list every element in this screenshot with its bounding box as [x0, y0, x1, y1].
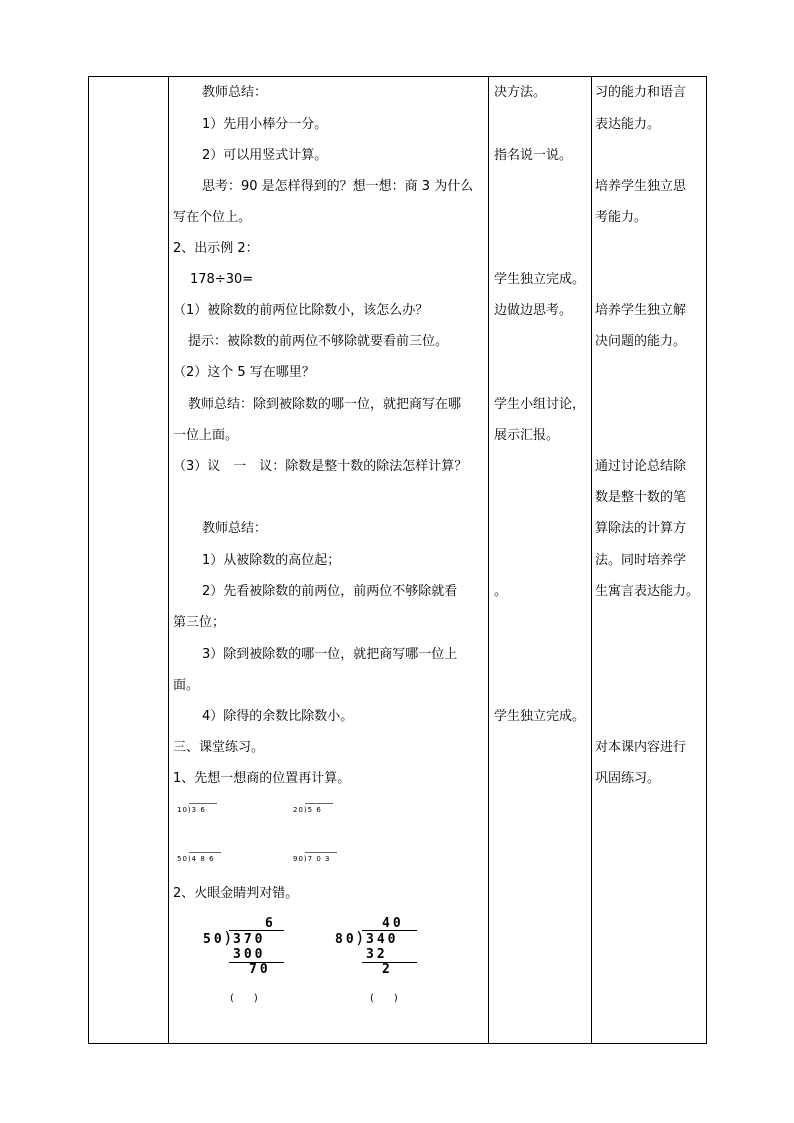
- division-divisor: 90: [293, 855, 304, 863]
- division-divisor: 20: [293, 806, 304, 814]
- question-2: （2）这个 5 写在哪里？: [173, 365, 315, 380]
- division-bar: [189, 852, 221, 853]
- division-bracket: ): [303, 806, 308, 814]
- column-divider-2: [488, 77, 489, 1043]
- exercise-1-heading: 1、先想一想商的位置再计算。: [173, 771, 351, 786]
- design-intent-5-line-1: 对本课内容进行: [595, 740, 687, 755]
- example-2-equation: 178÷30=: [190, 272, 254, 287]
- division-bracket: ): [187, 855, 192, 863]
- long-division-2-top-bar: [362, 930, 417, 931]
- student-activity-5-line-2: 展示汇报。: [494, 428, 560, 443]
- division-bar: [305, 852, 337, 853]
- division-divisor: 10: [177, 806, 188, 814]
- division-bar: [305, 803, 333, 804]
- student-activity-5-line-1: 学生小组讨论，: [494, 397, 586, 412]
- design-intent-3-line-1: 培养学生独立解: [595, 303, 687, 318]
- rule-step-2-line-1: 2）先看被除数的前两位，前两位不够除就看: [202, 584, 458, 599]
- design-intent-3-line-2: 决问题的能力。: [595, 334, 687, 349]
- summary-point-2: 2）可以用竖式计算。: [202, 148, 328, 163]
- division-bracket: ): [303, 855, 308, 863]
- long-division-1-divisor: 50: [203, 932, 225, 947]
- question-3: （3）议 一 议：除数是整十数的除法怎样计算？: [173, 459, 468, 474]
- think-question-line-2: 写在个位上。: [173, 210, 252, 225]
- design-intent-4-line-2: 数是整十数的笔: [595, 490, 687, 505]
- long-division-1-remainder: 70: [249, 962, 271, 977]
- column-divider-3: [591, 77, 592, 1043]
- division-problem-3: [177, 855, 214, 863]
- rule-step-1: 1）从被除数的高位起；: [202, 553, 341, 568]
- think-question-line-1: 思考：90 是怎样得到的？想一想：商 3 为什么: [202, 179, 474, 194]
- long-division-1-judge[interactable]: ( ): [230, 993, 258, 1004]
- section-3-heading: 三、课堂练习。: [173, 740, 265, 755]
- rule-step-2-line-2: 第三位；: [173, 615, 226, 630]
- design-intent-5-line-2: 巩固练习。: [595, 771, 661, 786]
- teacher-summary-2-line-2: 一位上面。: [173, 428, 239, 443]
- example-2-heading: 2、出示例 2：: [173, 241, 259, 256]
- summary-point-1: 1）先用小棒分一分。: [202, 117, 328, 132]
- division-dividend: 7 0 3: [307, 855, 331, 863]
- long-division-2-dividend: 340: [366, 932, 399, 947]
- design-intent-4-line-5: 生寓言表达能力。: [595, 584, 700, 599]
- long-division-1-dividend: 370: [233, 932, 266, 947]
- teacher-summary-3-heading: 教师总结：: [202, 521, 268, 536]
- hint-text: 提示：被除数的前两位不够除就要看前三位。: [188, 334, 449, 349]
- division-bar: [189, 803, 217, 804]
- column-divider-1: [168, 77, 169, 1043]
- rule-step-3-line-2: 面。: [173, 678, 200, 693]
- division-bracket: ): [187, 806, 192, 814]
- long-division-1-product: 300: [233, 947, 266, 962]
- rule-step-4: 4）除得的余数比除数小。: [202, 709, 354, 724]
- design-intent-4-line-1: 通过讨论总结除: [595, 459, 687, 474]
- long-division-1-quotient: 6: [265, 916, 276, 931]
- design-intent-4-line-4: 法。同时培养学: [595, 553, 687, 568]
- long-division-2-quotient: 40: [382, 916, 404, 931]
- division-dividend: 3 6: [191, 806, 206, 814]
- long-division-1-top-bar: [229, 930, 284, 931]
- student-activity-7: 学生独立完成。: [494, 709, 586, 724]
- long-division-2-judge[interactable]: ( ): [370, 993, 398, 1004]
- rule-step-3-line-1: 3）除到被除数的哪一位，就把商写哪一位上: [202, 647, 458, 662]
- long-division-2-bracket: ): [355, 928, 368, 947]
- design-intent-4-line-3: 算除法的计算方: [595, 521, 687, 536]
- question-1: （1）被除数的前两位比除数小，该怎么办？: [173, 303, 429, 318]
- design-intent-1-line-2: 表达能力。: [595, 117, 661, 132]
- student-activity-2: 指名说一说。: [494, 148, 573, 163]
- division-divisor: 50: [177, 855, 188, 863]
- design-intent-2-line-1: 培养学生独立思: [595, 179, 687, 194]
- division-problem-4: [293, 855, 330, 863]
- division-dividend: 5 6: [307, 806, 322, 814]
- division-problem-1: [177, 806, 206, 814]
- long-division-2-product: 32: [366, 947, 388, 962]
- long-division-2-divisor: 80: [335, 932, 357, 947]
- long-division-1-bracket: ): [223, 928, 236, 947]
- design-intent-2-line-2: 考能力。: [595, 210, 648, 225]
- long-division-2-remainder: 2: [382, 962, 393, 977]
- exercise-2-heading: 2、火眼金睛判对错。: [173, 886, 299, 901]
- division-problem-2: [293, 806, 322, 814]
- design-intent-1-line-1: 习的能力和语言: [595, 85, 687, 100]
- student-activity-6: 。: [494, 584, 508, 599]
- teacher-summary-heading: 教师总结：: [202, 85, 268, 100]
- student-activity-1: 决方法。: [494, 85, 547, 100]
- division-dividend: 4 8 6: [191, 855, 215, 863]
- student-activity-3: 学生独立完成。: [494, 272, 586, 287]
- teacher-summary-2-line-1: 教师总结：除到被除数的哪一位，就把商写在哪: [188, 397, 462, 412]
- student-activity-4: 边做边思考。: [494, 303, 573, 318]
